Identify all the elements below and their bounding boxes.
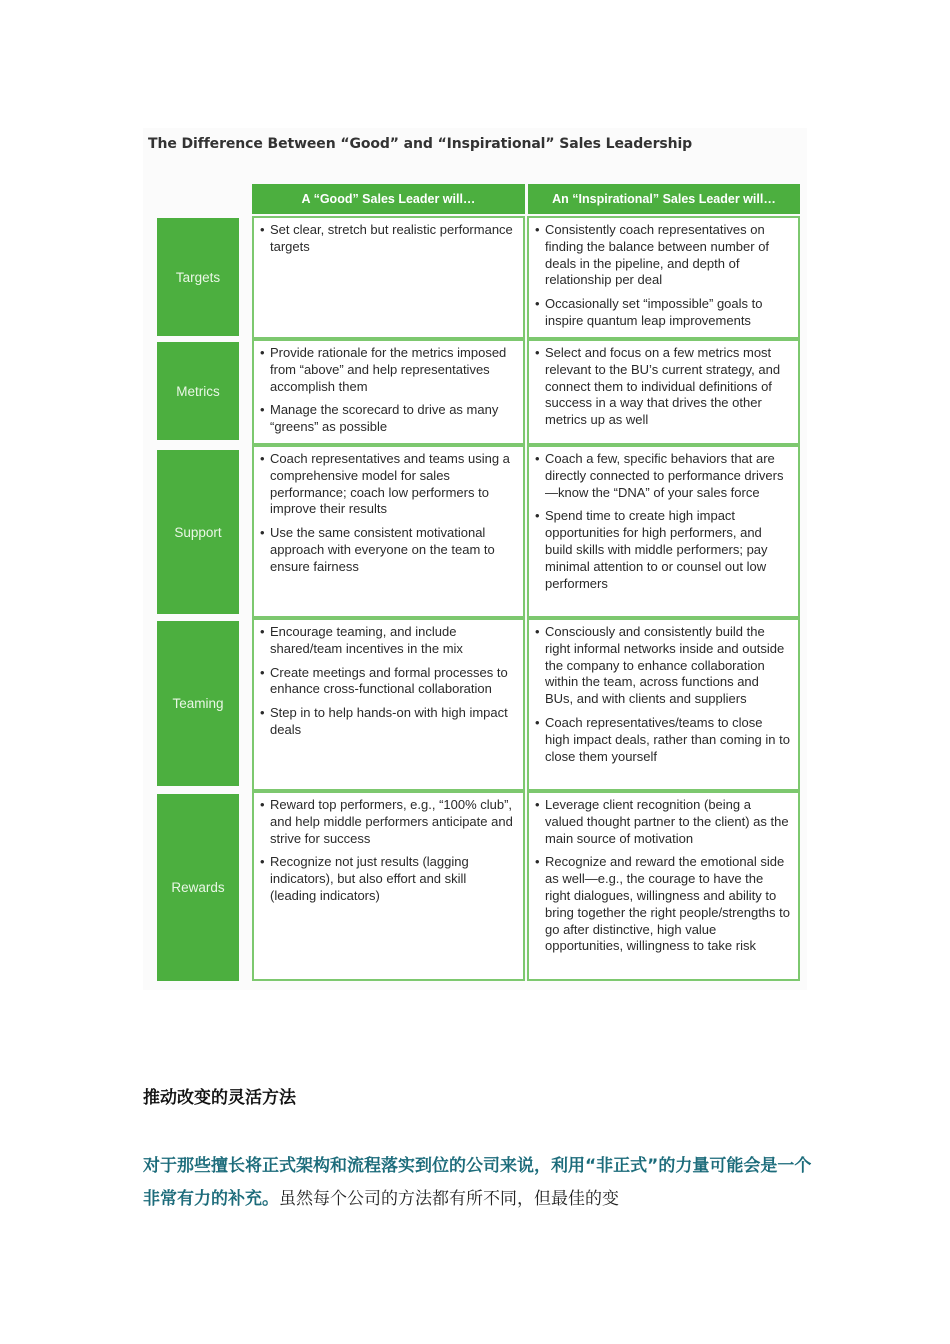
list-item: • Consciously and consistently build the right informal networks inside and outside the company to enhance collaboration within the team, across functions and BUs, and with clients and suppliers xyxy=(535,624,785,707)
section-heading: 推动改变的灵活方法 xyxy=(143,1088,296,1108)
inspirational-cell-support xyxy=(527,445,800,618)
list-item: • Coach representatives and teams using a comprehensive model for sales performance; coach low performers to improve their results xyxy=(260,451,510,517)
list-item: • Recognize not just results (lagging indicators), but also effort and skill (leading indicators) xyxy=(260,854,469,903)
good-cell-metrics xyxy=(252,339,525,445)
row-label-metrics: Metrics xyxy=(157,342,239,440)
row-label-support: Support xyxy=(157,450,239,614)
list-item: • Leverage client recognition (being a valued thought partner to the client) as the main source of motivation xyxy=(535,797,789,846)
list-item: • Encourage teaming, and include shared/team incentives in the mix xyxy=(260,624,463,656)
good-cell-support xyxy=(252,445,525,618)
inspirational-cell-metrics xyxy=(527,339,800,445)
list-item: • Create meetings and formal processes to enhance cross-functional collaboration xyxy=(260,664,508,697)
inspirational-cell-targets xyxy=(527,216,800,339)
row-label-rewards: Rewards xyxy=(157,794,239,981)
row-label-teaming: Teaming xyxy=(157,621,239,786)
list-item: • Step in to help hands-on with high impact deals xyxy=(260,705,508,737)
list-item: • Consistently coach representatives on finding the balance between number of deals in the pipeline, and depth of relationship per deal xyxy=(535,222,770,288)
list-item: • Coach representatives/teams to close high impact deals, rather than coming in to close them yourself xyxy=(535,714,790,764)
highlighted-text: 对于那些擅长将正式架构和流程落实到位的公司来说，利用“非正式”的力量可能会是一个非常有力的补充。 xyxy=(143,1156,812,1209)
inspirational-cell-teaming xyxy=(527,618,800,791)
list-item: • Manage the scorecard to drive as many “greens” as possible xyxy=(260,402,499,435)
body-paragraph xyxy=(143,1150,813,1216)
list-item: • Set clear, stretch but realistic performance targets xyxy=(260,222,513,254)
list-item: • Use the same consistent motivational approach with everyone on the team to ensure fairness xyxy=(260,525,495,574)
good-cell-rewards xyxy=(252,791,525,981)
good-cell-teaming xyxy=(252,618,525,791)
list-item: • Provide rationale for the metrics imposed from “above” and help representatives accomplish them xyxy=(260,345,507,394)
comparison-figure xyxy=(143,128,807,990)
good-cell-targets xyxy=(252,216,525,339)
row-label-targets: Targets xyxy=(157,218,239,336)
list-item: • Reward top performers, e.g., “100% club”, and help middle performers anticipate and strive for success xyxy=(260,797,513,846)
inspirational-cell-rewards xyxy=(527,791,800,981)
column-header-inspirational: An “Inspirational” Sales Leader will… xyxy=(528,184,800,214)
list-item: • Select and focus on a few metrics most relevant to the BU’s current strategy, and connect them to individual definitions of success in a way that drives the other metrics up as well xyxy=(535,345,781,428)
list-item: • Occasionally set “impossible” goals to inspire quantum leap improvements xyxy=(535,296,763,328)
list-item: • Recognize and reward the emotional side as well—e.g., the courage to have the right dialogues, willingness and ability to bring together the right people/strengths to go after distinctive, high value opportunities, willingness to take risk xyxy=(535,854,790,954)
figure-title: The Difference Between “Good” and “Inspirational” Sales Leadership xyxy=(148,136,693,152)
list-item: • Spend time to create high impact opportunities for high performers, and build skills with middle performers; pay minimal attention to or counsel out low performers xyxy=(535,508,768,591)
paragraph-text: 虽然每个公司的方法都有所不同，但最佳的变 xyxy=(279,1189,619,1209)
list-item: • Coach a few, specific behaviors that are directly connected to performance drivers—know the “DNA” of your sales force xyxy=(535,451,784,500)
column-header-good: A “Good” Sales Leader will… xyxy=(252,184,525,214)
